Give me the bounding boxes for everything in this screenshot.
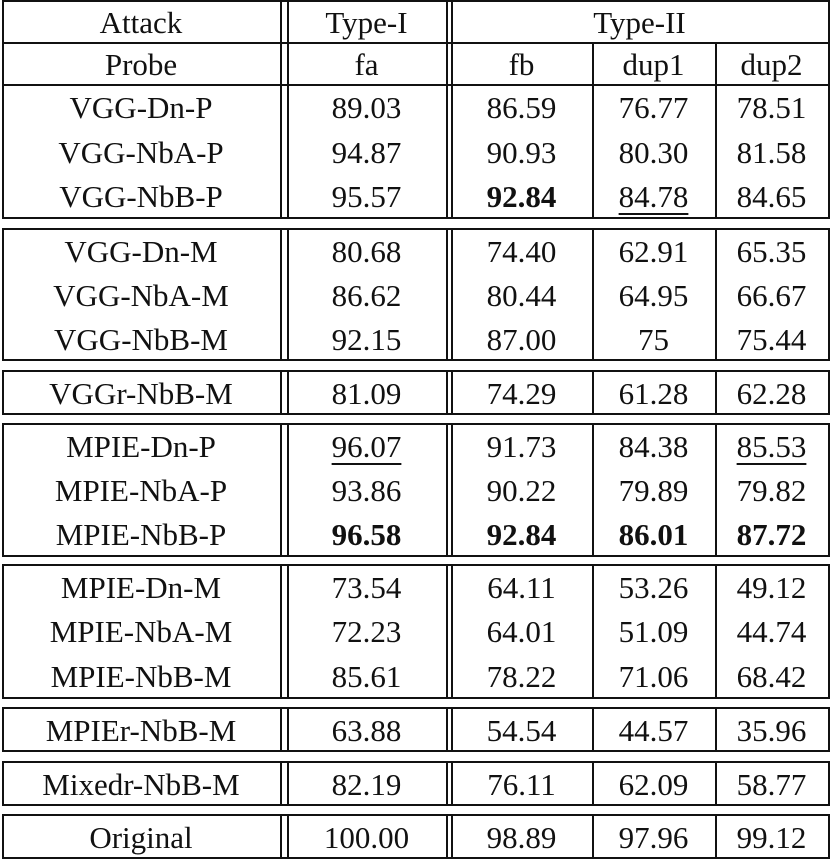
value-cell <box>289 763 444 805</box>
value-cell <box>289 709 444 751</box>
value-cell-text: 58.77 <box>736 766 807 802</box>
block-1-vrule-3 <box>446 228 448 361</box>
row-label <box>4 318 278 360</box>
row-label <box>4 566 278 608</box>
value-cell <box>289 175 444 217</box>
value-cell <box>717 318 826 360</box>
value-cell-text: 85.61 <box>331 658 402 694</box>
header-col-fb-text: fb <box>508 46 535 82</box>
value-cell <box>453 610 590 652</box>
value-cell-text: 44.74 <box>736 613 807 649</box>
value-cell <box>594 175 713 217</box>
value-cell-text: 65.35 <box>736 233 807 269</box>
value-cell-text: 89.03 <box>331 89 402 125</box>
row-label-text: VGG-NbA-M <box>53 277 229 313</box>
row-label-text: MPIE-NbA-P <box>54 472 228 508</box>
value-cell-text: 62.91 <box>618 233 689 269</box>
value-cell-text: 86.62 <box>331 277 402 313</box>
value-cell-text: 79.89 <box>618 472 689 508</box>
header-attack <box>4 2 278 42</box>
row-label-text: VGG-Dn-M <box>64 233 218 269</box>
value-cell-text: 94.87 <box>331 134 402 170</box>
header-col-dup2-text: dup2 <box>740 46 803 82</box>
row-label <box>4 131 278 173</box>
value-cell-text: 92.15 <box>331 321 402 357</box>
value-cell <box>453 175 590 217</box>
value-cell <box>453 655 590 697</box>
value-cell <box>594 610 713 652</box>
value-cell <box>594 230 713 272</box>
value-cell <box>453 566 590 608</box>
row-label <box>4 513 278 555</box>
value-cell-text: 92.84 <box>486 178 557 214</box>
value-cell <box>717 274 826 316</box>
value-cell-text: 64.01 <box>486 613 557 649</box>
block-2-vrule-3 <box>446 370 448 415</box>
value-cell-text: 96.07 <box>331 428 402 464</box>
value-cell <box>289 425 444 467</box>
value-cell-text: 98.89 <box>486 819 557 855</box>
header-col-dup1-text: dup1 <box>622 46 685 82</box>
value-cell <box>594 655 713 697</box>
value-cell-text: 49.12 <box>736 569 807 605</box>
row-label <box>4 763 278 805</box>
header-type-2 <box>453 2 826 42</box>
value-cell <box>717 816 826 858</box>
value-cell <box>289 816 444 858</box>
value-cell <box>594 86 713 128</box>
row-label <box>4 655 278 697</box>
header-col-dup2 <box>717 44 826 84</box>
header-vrule-1 <box>280 0 282 86</box>
value-cell-text: 74.29 <box>486 375 557 411</box>
value-cell <box>289 230 444 272</box>
header-type-1-text: Type-I <box>325 4 408 40</box>
value-cell-text: 80.30 <box>618 134 689 170</box>
value-cell-text: 63.88 <box>331 712 402 748</box>
value-cell-text: 75.44 <box>736 321 807 357</box>
row-label <box>4 274 278 316</box>
value-cell <box>717 513 826 555</box>
block-0-vrule-1 <box>280 84 282 219</box>
value-cell <box>594 425 713 467</box>
value-cell <box>453 469 590 511</box>
value-cell-text: 85.53 <box>736 428 807 464</box>
row-label-text: MPIEr-NbB-M <box>45 712 237 748</box>
value-cell <box>289 566 444 608</box>
value-cell-text: 84.65 <box>736 178 807 214</box>
row-label <box>4 816 278 858</box>
value-cell-text: 68.42 <box>736 658 807 694</box>
value-cell-text: 64.11 <box>487 569 556 605</box>
row-label-text: MPIE-NbB-M <box>50 658 232 694</box>
value-cell <box>717 372 826 414</box>
row-label-text: VGG-NbA-P <box>58 134 224 170</box>
block-bottom-rule-4 <box>2 697 828 699</box>
header-col-fb <box>453 44 590 84</box>
value-cell-text: 62.28 <box>736 375 807 411</box>
block-6-vrule-1 <box>280 761 282 806</box>
value-cell <box>453 274 590 316</box>
value-cell <box>453 513 590 555</box>
value-cell-text: 84.38 <box>618 428 689 464</box>
value-cell <box>717 425 826 467</box>
row-label-text: MPIE-NbA-M <box>49 613 233 649</box>
block-3-vrule-3 <box>446 423 448 557</box>
value-cell <box>717 709 826 751</box>
value-cell-text: 90.93 <box>486 134 557 170</box>
value-cell-text: 97.96 <box>618 819 689 855</box>
value-cell-text: 76.11 <box>487 766 556 802</box>
block-5-vrule-3 <box>446 707 448 752</box>
value-cell <box>453 372 590 414</box>
value-cell-text: 82.19 <box>331 766 402 802</box>
value-cell-text: 80.44 <box>486 277 557 313</box>
value-cell-text: 35.96 <box>736 712 807 748</box>
row-label <box>4 425 278 467</box>
row-label <box>4 469 278 511</box>
value-cell-text: 93.86 <box>331 472 402 508</box>
value-cell-text: 90.22 <box>486 472 557 508</box>
header-type-1 <box>289 2 444 42</box>
value-cell <box>289 86 444 128</box>
row-label-text: Original <box>89 819 193 855</box>
value-cell <box>717 469 826 511</box>
value-cell <box>289 372 444 414</box>
value-cell <box>594 566 713 608</box>
value-cell <box>289 513 444 555</box>
row-label-text: VGG-NbB-P <box>59 178 223 214</box>
value-cell-text: 80.68 <box>331 233 402 269</box>
value-cell <box>717 610 826 652</box>
value-cell <box>594 372 713 414</box>
value-cell <box>289 469 444 511</box>
value-cell <box>717 86 826 128</box>
value-cell <box>453 425 590 467</box>
value-cell <box>453 86 590 128</box>
value-cell <box>594 816 713 858</box>
value-cell <box>453 230 590 272</box>
value-cell <box>717 131 826 173</box>
value-cell <box>594 318 713 360</box>
row-label-text: VGG-Dn-P <box>69 89 213 125</box>
block-7-vrule-1 <box>280 814 282 859</box>
row-label-text: MPIE-Dn-P <box>66 428 216 464</box>
block-bottom-rule-3 <box>2 555 828 557</box>
value-cell-text: 71.06 <box>618 658 689 694</box>
row-label-text: Mixedr-NbB-M <box>42 766 240 802</box>
row-label-text: VGGr-NbB-M <box>49 375 233 411</box>
header-col-dup1 <box>594 44 713 84</box>
row-label-text: VGG-NbB-M <box>54 321 228 357</box>
block-bottom-rule-0 <box>2 217 828 219</box>
row-label <box>4 372 278 414</box>
row-label-text: MPIE-NbB-P <box>55 516 227 552</box>
value-cell-text: 78.51 <box>736 89 807 125</box>
value-cell-text: 87.72 <box>736 516 807 552</box>
value-cell <box>289 655 444 697</box>
block-6-vrule-3 <box>446 761 448 806</box>
value-cell <box>289 610 444 652</box>
header-col-fa <box>289 44 444 84</box>
value-cell-text: 86.59 <box>486 89 557 125</box>
value-cell-text: 61.28 <box>618 375 689 411</box>
row-label <box>4 175 278 217</box>
value-cell <box>289 318 444 360</box>
value-cell-text: 74.40 <box>486 233 557 269</box>
value-cell <box>594 513 713 555</box>
block-3-vrule-1 <box>280 423 282 557</box>
header-probe <box>4 44 278 84</box>
value-cell <box>594 709 713 751</box>
value-cell-text: 76.77 <box>618 89 689 125</box>
value-cell <box>717 175 826 217</box>
value-cell-text: 72.23 <box>331 613 402 649</box>
value-cell <box>453 318 590 360</box>
row-label <box>4 610 278 652</box>
header-type-2-text: Type-II <box>593 4 686 40</box>
value-cell-text: 92.84 <box>486 516 557 552</box>
header-vrule-3 <box>446 0 448 86</box>
value-cell <box>594 131 713 173</box>
value-cell-text: 81.09 <box>331 375 402 411</box>
value-cell <box>453 709 590 751</box>
row-label-text: MPIE-Dn-M <box>60 569 222 605</box>
value-cell <box>594 469 713 511</box>
row-label <box>4 86 278 128</box>
value-cell <box>453 131 590 173</box>
value-cell-text: 66.67 <box>736 277 807 313</box>
block-0-vrule-3 <box>446 84 448 219</box>
value-cell <box>594 763 713 805</box>
value-cell-text: 100.00 <box>323 819 410 855</box>
header-col-fa-text: fa <box>354 46 379 82</box>
value-cell <box>594 274 713 316</box>
value-cell <box>453 816 590 858</box>
header-probe-text: Probe <box>104 46 178 82</box>
block-2-vrule-1 <box>280 370 282 415</box>
value-cell-text: 54.54 <box>486 712 557 748</box>
value-cell <box>717 230 826 272</box>
value-cell <box>717 655 826 697</box>
value-cell-text: 91.73 <box>486 428 557 464</box>
value-cell <box>289 274 444 316</box>
block-4-vrule-3 <box>446 564 448 699</box>
row-label <box>4 230 278 272</box>
value-cell <box>717 566 826 608</box>
value-cell-text: 96.58 <box>331 516 402 552</box>
value-cell-text: 87.00 <box>486 321 557 357</box>
value-cell-text: 95.57 <box>331 178 402 214</box>
block-1-vrule-1 <box>280 228 282 361</box>
block-5-vrule-1 <box>280 707 282 752</box>
value-cell <box>453 763 590 805</box>
value-cell-text: 75 <box>638 321 669 357</box>
value-cell-text: 73.54 <box>331 569 402 605</box>
value-cell-text: 79.82 <box>736 472 807 508</box>
value-cell-text: 64.95 <box>618 277 689 313</box>
value-cell-text: 78.22 <box>486 658 557 694</box>
value-cell-text: 53.26 <box>618 569 689 605</box>
value-cell-text: 86.01 <box>618 516 689 552</box>
value-cell-text: 44.57 <box>618 712 689 748</box>
value-cell-text: 84.78 <box>618 178 689 214</box>
value-cell-text: 99.12 <box>736 819 807 855</box>
value-cell <box>717 763 826 805</box>
value-cell-text: 81.58 <box>736 134 807 170</box>
value-cell-text: 62.09 <box>618 766 689 802</box>
value-cell-text: 51.09 <box>618 613 689 649</box>
value-cell <box>289 131 444 173</box>
block-7-vrule-3 <box>446 814 448 859</box>
block-4-vrule-1 <box>280 564 282 699</box>
row-label <box>4 709 278 751</box>
header-attack-text: Attack <box>99 4 183 40</box>
